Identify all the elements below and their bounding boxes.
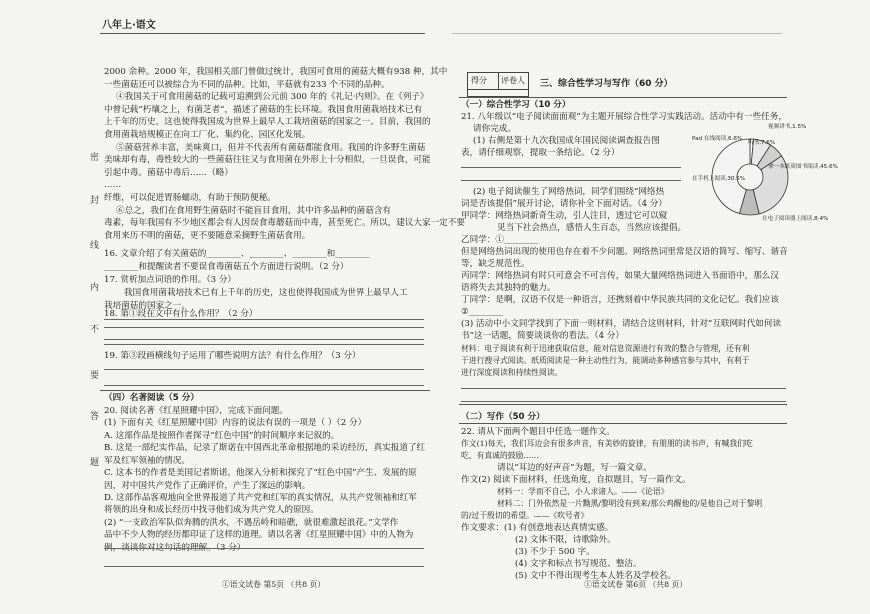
reading-pie-chart	[690, 122, 838, 232]
material-line: 材料：电子阅读有利于迅速获取信息，能对信息资源进行有效的整合与管理，还有利	[461, 344, 750, 353]
essay-2-material-2-cont: 的/过于殷切的希望。——《吹号者》	[461, 511, 589, 520]
section-4-title: （四）名著阅读（5 分）	[104, 393, 199, 403]
essay-requirement-3: (3) 不少于 500 字。	[515, 547, 595, 557]
answer-line[interactable]	[104, 369, 424, 370]
seal-char: 内	[90, 283, 100, 293]
question-16-cont: ________和提醒读者不要误食毒菌菇五个方面进行说明。（2 分）	[104, 262, 349, 272]
body-line: 上千年的历史，这也使得我国成为世界上最早人工栽培菌菇的国家之一。目前，我国的	[104, 117, 431, 128]
seal-char: 封	[90, 196, 100, 206]
dialogue-jia-cont: 见当下社会热点，感悟人生百态，当然应该提倡。	[497, 223, 687, 233]
body-line: 中曾记载“朽壤之上，有菌芝者”，描述了菌菇的生长环境。我国食用菌栽培技术已有	[104, 104, 423, 115]
seal-char: 要	[90, 371, 100, 381]
dialogue-yi-cont2: 等，缺乏规范性。	[461, 259, 530, 269]
body-line: 纤维，可以促进胃肠蠕动，有助于预防便秘。	[104, 193, 276, 203]
dialogue-ding-cont: ②________	[461, 307, 504, 317]
dialogue-yi: 乙同学：①________	[461, 235, 539, 245]
dialogue-bing-cont: 语将失去其独特的魅力。	[461, 283, 556, 293]
answer-line[interactable]	[461, 401, 786, 402]
essay-2-material-2: 材料二：门外依然是一片黝黑/黎明没有到来/那公鸡醒他的/是他自己对于黎明	[497, 499, 763, 508]
question-17: 17. 赏析加点词语的作用。（3 分）	[104, 275, 237, 285]
option-optC2: 因，对中国共产党作了正确评价，产生了深远的影响。	[104, 480, 311, 491]
seal-char: 密	[90, 153, 100, 163]
seal-char: 答	[90, 412, 100, 422]
pie-label: Pad 在线阅读,6.6%	[692, 136, 743, 142]
answer-line[interactable]	[461, 180, 681, 181]
body-line: ……	[104, 180, 122, 191]
body-line: 2000 余种。2000 年，我国相关部门曾做过统计，我国可食用的菌菇大概有938 种，其中	[104, 67, 448, 77]
essay-2-material-1: 材料一：学而不自己，小人求诸人。——《论语》	[497, 487, 669, 496]
grader-label: 评卷人	[501, 76, 525, 85]
question-20: 20. 阅读名著《红星照耀中国》，完成下面问题。	[104, 406, 288, 416]
divider	[100, 390, 430, 391]
answer-line[interactable]	[461, 388, 786, 389]
seal-char: 题	[90, 458, 100, 468]
question-20-2: (2) “一支政治军队似奔腾的洪水，不遇岳岭和暗礁，就很难激起浪花。”文学作	[104, 517, 399, 528]
subsection-1-title: （一）综合性学习（10 分）	[461, 100, 571, 110]
pie-label: 拿一本纸质图书阅读,45.6%	[768, 164, 838, 170]
grade-header: 八年上·语文	[102, 20, 156, 31]
essay-requirement-1: 作文要求：(1) 有创意地表达真情实感。	[461, 523, 614, 533]
question-17-quote-cont: 栽培菌菇的国家之一。	[104, 301, 190, 311]
score-box-blank	[467, 88, 529, 97]
section-3-title: 三、综合性学习与写作（60 分）	[540, 79, 673, 89]
question-16: 16. 文章介绍了有关菌菇的________、________、________和________	[104, 249, 370, 259]
body-line: 毒素，每年我国有不少地区都会有人因误食毒蘑菇而中毒，甚至死亡。所以，建议大家一定不要	[104, 218, 465, 229]
essay-1-task: 请以“耳边的好声音”为题，写一篇文章。	[497, 463, 652, 473]
question-21-cont: 请你完成。	[473, 124, 516, 134]
option-optD2: 将领的出身和成长经历中找寻他们成为共产党人的原因。	[104, 505, 319, 516]
pie-label: 在电子阅读器上阅读,8.4%	[762, 216, 829, 222]
body-line: 一些菌菇还可以被综合为不同的品种。比如，平菇就有233 个不同的品种。	[104, 79, 390, 90]
divider	[459, 423, 787, 424]
essay-1-cont: 吃，有真诚的鼓励……	[461, 451, 539, 460]
answer-line[interactable]	[104, 327, 424, 328]
dialogue-yi-cont: 但是网络热词出现的使用也存在着不少问题。网络热词里常是汉语的简写、缩写、谐音	[461, 247, 788, 257]
question-18: 18. 第①段在文中有什么作用？（2 分）	[104, 309, 258, 319]
pie-label: 视频讲书,1.5%	[768, 124, 807, 130]
question-21-2-cont: 词是否该提倡”展开讨论，请你补全下面对话。（4 分）	[461, 199, 667, 209]
question-21-1: (1) 右侧是第十九次我国成年国民阅读调查报告图	[473, 136, 660, 146]
body-line: 美味却有毒，毒性较大的一些菌菇往往又与食用菌在外形上十分相似，一旦误食，可能	[104, 155, 431, 166]
question-22: 22. 请从下面两个题目中任选一题作文。	[461, 427, 615, 437]
dialogue-bing: 丙同学：网络热词有时只可意会不可言传，如果大量网络热词进入书面语中，那么汉	[461, 271, 779, 281]
dialogue-jia: 甲同学：网络热词新奇生动，引人注目，透过它可以窥	[461, 211, 668, 221]
answer-line[interactable]	[104, 344, 424, 345]
answer-line[interactable]	[104, 385, 424, 386]
question-21-2: (2) 电子阅读催生了网络热词，同学们围绕“网络热	[473, 187, 665, 197]
question-19: 19. 第③段画横线句子运用了哪些说明方法？有什么作用？（3 分）	[104, 351, 361, 361]
question-20-2-cont2: 例，谈谈你对这句话的理解。（3 分）	[104, 542, 246, 553]
pie-label: 听书,7.6%	[748, 140, 776, 146]
essay-requirement-2: (2) 文体不限，诗歌除外。	[515, 535, 616, 545]
essay-requirement-5: (5) 文中不得出现考生本人姓名及学校名。	[515, 571, 676, 581]
answer-line[interactable]	[104, 566, 424, 567]
answer-line[interactable]	[461, 167, 681, 168]
seal-char: 线	[90, 241, 100, 251]
option-optA1: A. 这部作品是按照作者探寻“红色中国”的时间顺序来记叙的。	[104, 431, 340, 441]
option-optB1: B. 这是一部纪实作品，记录了斯诺在中国西北革命根据地的采访经历，真实报道了红	[104, 443, 426, 454]
dialogue-ding: 丁同学：是啊，汉语不仅是一种语言，还携刻着中华民族共同的文化记忆。我们应该	[461, 295, 779, 305]
option-optC1: C. 这本书的作者是美国记者斯诺，他深入分析和探究了“红色中国”产生、发展的原	[104, 468, 417, 479]
question-21-1-cont: 表，请仔细观察，提取一条结论。（2 分）	[461, 148, 620, 158]
question-20-1: (1) 下面有关《红星照耀中国》内容的说法有误的一项是（ ）（2 分）	[104, 418, 367, 428]
question-21-3: (3) 活动中小文同学找到了下面一则材料，请结合这则材料，针对“互联网时代如何读	[461, 319, 782, 329]
question-20-2-cont: 品中不少人物的经历都印证了这样的道理。请以名著《红星照耀中国》中的人物为	[104, 530, 414, 541]
question-17-quote: 我国食用菌栽培技术已有上千年的历史，这也使得我国成为世界上最早人工	[124, 288, 408, 298]
option-optD1: D. 这部作品客观地向全世界报道了共产党和红军的真实情况，从共产党领袖和红军	[104, 493, 417, 503]
body-line: ④我国关于可食用菌菇的记载可追溯到公元前 300 年的《礼记·内则》。在《列子》	[116, 92, 429, 103]
answer-line[interactable]	[104, 339, 424, 340]
answer-line[interactable]	[104, 548, 424, 549]
page-footer-left: ①语文试卷 第5页 （共8 页）	[222, 580, 326, 589]
body-line: 食用菌栽培规模正在向工厂化、集约化、园区化发展。	[104, 130, 311, 140]
page-footer-right: ①语文试卷 第6页 （共8 页）	[584, 580, 688, 589]
option-optB2: 军及红军领袖的情况。	[104, 455, 190, 466]
score-label: 得分	[471, 76, 487, 85]
question-21: 21. 八年级以“电子阅读面面观”为主题开展综合性学习实践活动。活动中有一些任务，	[461, 112, 787, 122]
subsection-2-title: （二）写作（50 分）	[461, 412, 545, 422]
body-line: ⑤菌菇营养丰富，美味爽口，但并不代表所有菌菇都能食用。我国的许多野生菌菇	[116, 142, 426, 153]
pie-label: 在手机上阅读,30.5%	[692, 176, 746, 182]
material-line: 进行深度阅读和持续性阅读。	[461, 368, 563, 377]
body-line: 引起中毒。菌菇中毒后……（略）	[104, 167, 233, 178]
seal-char: 不	[90, 325, 100, 335]
essay-2: 作文(2) 阅读下面材料，任选角度，自拟题目，写一篇作文。	[461, 475, 691, 485]
essay-requirement-4: (4) 文字和标点书写规范、整洁。	[515, 559, 642, 569]
body-line: ⑥总之，我们在食用野生菌菇时不能盲目食用，其中许多品种的菌菇含有	[116, 205, 392, 216]
divider	[459, 404, 787, 405]
body-line: 食用来历不明的菌菇，更不要随意采摘野生菌菇食用。	[104, 230, 311, 241]
question-21-3-cont: 书”这一话题，简要谈谈你的看法。（4 分）	[461, 331, 624, 341]
material-line: 于进行搜寻式阅读。纸质阅读是一种主动性行为，能调动多种感官参与其中，有利于	[461, 356, 750, 365]
essay-1: 作文(1)每天，我们耳边会有很多声音，有美妙的旋律，有朋朋的读书声，有喊我们吃	[461, 439, 753, 448]
